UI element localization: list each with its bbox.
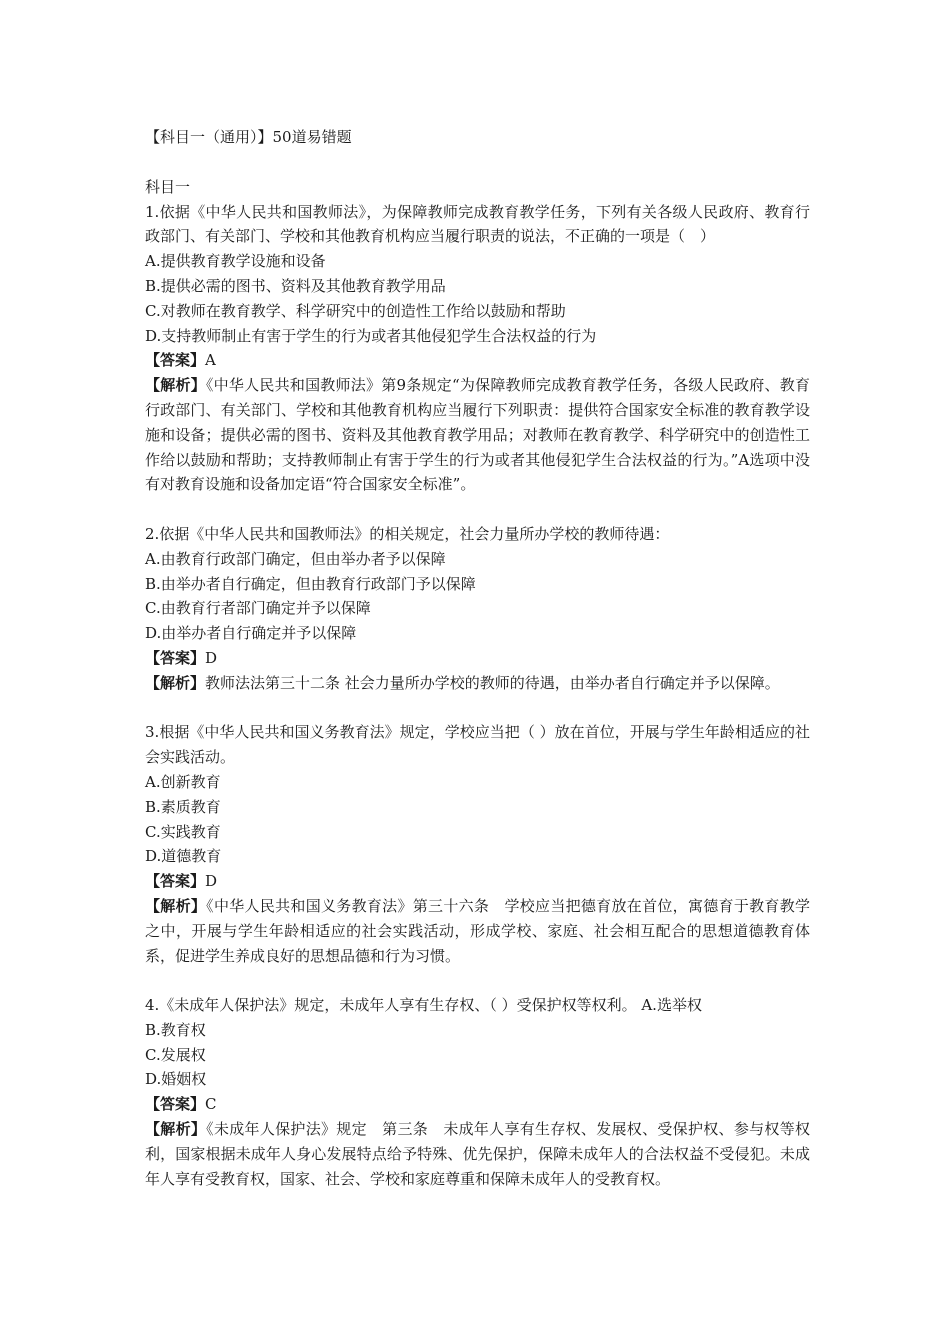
analysis-line <box>145 894 810 968</box>
question-2 <box>145 522 810 696</box>
option-c: C.对教师在教育教学、科学研究中的创造性工作给以鼓励和帮助 <box>145 301 566 320</box>
answer-line <box>145 1092 810 1117</box>
document-page <box>145 125 810 1191</box>
analysis-text: 《中华人民共和国义务教育法》第三十六条 学校应当把德育放在首位，寓德育于教育教学之中，开展与学生年龄相适应的社会实践活动，形成学校、家庭、社会相互配合的思想道德教育体系，促进学生养成良好的思想品德和行为习惯。 <box>145 896 810 965</box>
analysis-label: 【解析】 <box>145 376 206 395</box>
question-3 <box>145 720 810 968</box>
option-b: B.由举办者自行确定，但由教育行政部门予以保障 <box>145 574 476 593</box>
answer-label: 【答案】 <box>145 872 206 891</box>
option-b: B.素质教育 <box>145 797 221 816</box>
answer-value: D <box>205 648 218 667</box>
analysis-text: 《未成年人保护法》规定 第三条 未成年人享有生存权、发展权、受保护权、参与权等权利，国家根据未成年人身心发展特点给予特殊、优先保护，保障未成年人的合法权益不受侵犯。未成年人享有受教育权，国家、社会、学校和家庭尊重和保障未成年人的受教育权。 <box>145 1120 810 1188</box>
analysis-label: 【解析】 <box>145 1120 207 1139</box>
option-a: A.提供教育教学设施和设备 <box>145 252 326 271</box>
analysis-line <box>145 671 810 696</box>
option-d: D.由举办者自行确定并予以保障 <box>145 624 357 643</box>
analysis-text: 《中华人民共和国教师法》第9条规定“为保障教师完成教育教学任务，各级人民政府、教育行政部门、有关部门、学校和其他教育机构应当履行下列职责：提供符合国家安全标准的教育教学设施和设备；提供必需的图书、资料及其他教育教学用品；对教师在教育教学、科学研究中的创造性工作给以鼓励和帮助；支持教师制止有害于学生的行为或者其他侵犯学生合法权益的行为。”A选项中没有对教育设施和设备加定语“符合国家安全标准”。 <box>145 376 810 494</box>
option-d: D.支持教师制止有害于学生的行为或者其他侵犯学生合法权益的行为 <box>145 326 597 345</box>
subject-heading: 科目一 <box>145 177 191 196</box>
option-c: C.发展权 <box>145 1045 206 1064</box>
question-stem: 2.依据《中华人民共和国教师法》的相关规定，社会力量所办学校的教师待遇： <box>145 524 670 543</box>
option-b: B.提供必需的图书、资料及其他教育教学用品 <box>145 276 446 295</box>
answer-value: D <box>205 872 218 891</box>
answer-line <box>145 869 810 894</box>
question-stem: 4.《未成年人保护法》规定，未成年人享有生存权、（ ）受保护权等权利。 A.选举权 <box>145 996 702 1015</box>
question-4 <box>145 993 810 1191</box>
option-a: A.由教育行政部门确定，但由举办者予以保障 <box>145 549 446 568</box>
analysis-line <box>145 373 810 497</box>
option-d: D.道德教育 <box>145 847 222 866</box>
analysis-line <box>145 1117 810 1191</box>
answer-value: A <box>205 351 216 370</box>
question-stem: 3.根据《中华人民共和国义务教育法》规定，学校应当把（ ）放在首位，开展与学生年龄相适应的社会实践活动。 <box>145 723 810 767</box>
answer-line <box>145 348 810 373</box>
option-b: B.教育权 <box>145 1020 206 1039</box>
answer-label: 【答案】 <box>145 1095 206 1114</box>
option-a: A.创新教育 <box>145 772 221 791</box>
answer-label: 【答案】 <box>145 648 206 667</box>
option-c: C.实践教育 <box>145 822 221 841</box>
option-c: C.由教育行者部门确定并予以保障 <box>145 599 371 618</box>
analysis-label: 【解析】 <box>145 673 206 692</box>
answer-line <box>145 646 810 671</box>
answer-value: C <box>205 1095 217 1114</box>
question-stem: 1.依据《中华人民共和国教师法》，为保障教师完成教育教学任务，下列有关各级人民政府、教育行政部门、有关部门、学校和其他教育机构应当履行职责的说法，不正确的一项是（ ） <box>145 202 810 246</box>
question-1 <box>145 200 810 498</box>
analysis-label: 【解析】 <box>145 896 207 915</box>
analysis-text: 教师法法第三十二条 社会力量所办学校的教师的待遇，由举办者自行确定并予以保障。 <box>205 673 780 692</box>
document-title: 【科目一（通用）】50道易错题 <box>145 128 352 146</box>
option-d: D.婚姻权 <box>145 1070 207 1089</box>
answer-label: 【答案】 <box>145 351 206 370</box>
